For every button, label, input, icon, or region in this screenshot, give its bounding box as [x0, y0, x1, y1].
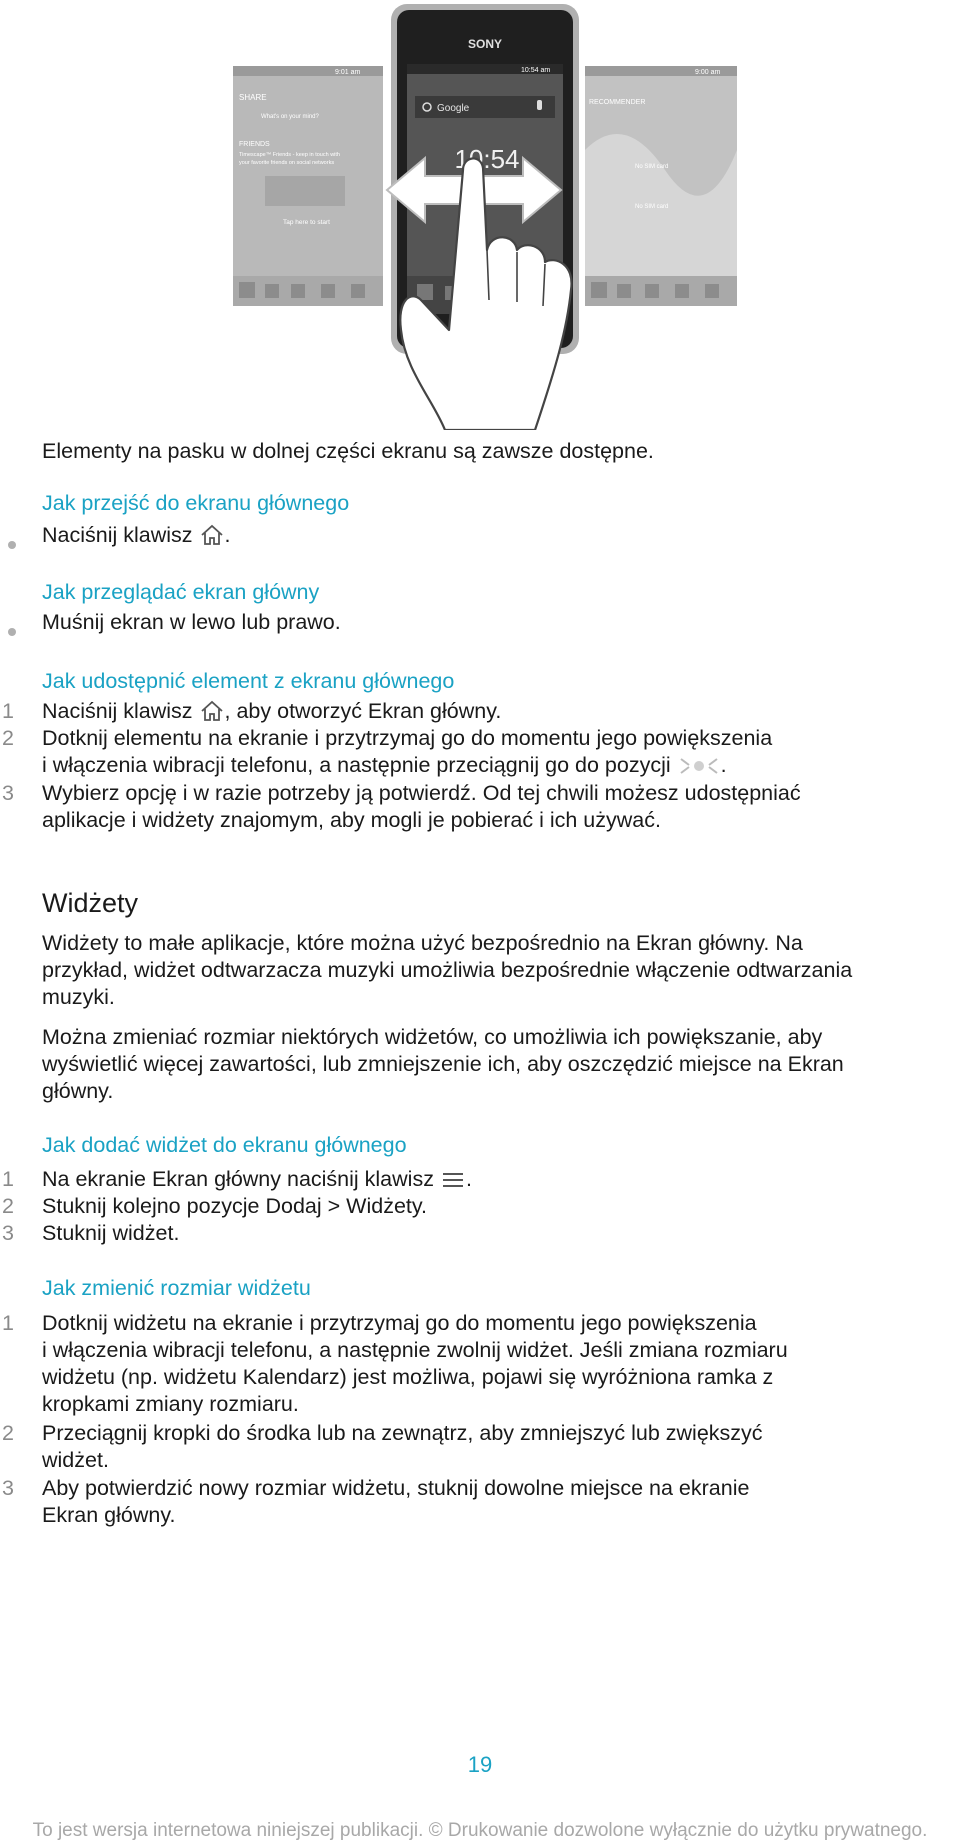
phone-swipe-illustration	[225, 0, 745, 430]
step-number: 1	[2, 1167, 14, 1191]
recommender-label: RECOMMENDER	[589, 99, 646, 106]
resize-step-3: Aby potwierdzić nowy rozmiar widżetu, stuknij dowolne miejsce na ekranie Ekran główny.	[42, 1476, 750, 1527]
friends-text-2: your favorite friends on social networks	[239, 160, 335, 166]
share-prompt: What's on your mind?	[261, 114, 319, 120]
heading-resize-widget: Jak zmienić rozmiar widżetu	[42, 1276, 311, 1300]
step-number: 1	[2, 1311, 14, 1335]
no-sim-text-2: No SIM card	[635, 204, 669, 210]
heading-share-item: Jak udostępnić element z ekranu głównego	[42, 669, 455, 693]
widgets-paragraph-2: Można zmieniać rozmiar niektórych widżetów, co umożliwia ich powiększanie, aby wyświetlić więcej zawartości, lub zmniejszenie ich, aby oszczędzić miejsce na Ekran główny.	[42, 1025, 844, 1103]
home-key-icon	[199, 699, 225, 723]
resize-step-2: Przeciągnij kropki do środka lub na zewnątrz, aby zmniejszyć lub zwiększyć widżet.	[42, 1421, 763, 1472]
go-home-instruction: Naciśnij klawisz .	[42, 523, 231, 547]
footer-notice: To jest wersja internetowa niniejszej publikacji. © Drukowanie dozwolone wyłącznie do użytku prywatnego.	[32, 1820, 928, 1841]
friends-label: FRIENDS	[239, 141, 270, 148]
step-number: 2	[2, 1194, 14, 1218]
widgets-paragraph-1: Widżety to małe aplikacje, które można użyć bezpośrednio na Ekran główny. Na przykład, widżet odtwarzacza muzyki umożliwia bezpośrednie włączenie odtwarzania muzyki.	[42, 931, 853, 1009]
share-target-icon	[677, 755, 721, 777]
browse-home-instruction: Muśnij ekran w lewo lub prawo.	[42, 610, 341, 634]
heading-browse-home: Jak przeglądać ekran główny	[42, 580, 320, 604]
google-search-label: Google	[437, 103, 470, 114]
add-widget-step-3: Stuknij widżet.	[42, 1221, 180, 1245]
step-number: 1	[2, 699, 14, 723]
tap-here-text: Tap here to start	[283, 219, 330, 226]
heading-add-widget: Jak dodać widżet do ekranu głównego	[42, 1133, 407, 1157]
menu-key-icon	[440, 1169, 466, 1191]
right-status-time: 9:00 am	[695, 69, 721, 76]
heading-go-home: Jak przejść do ekranu głównego	[42, 491, 350, 515]
home-clock: 10:54	[454, 144, 520, 174]
share-step-3: Wybierz opcję i w razie potrzeby ją potwierdź. Od tej chwili możesz udostępniać aplikacje i widżety znajomym, aby mogli je pobierać i ich używać.	[42, 781, 801, 832]
bullet-dot	[8, 628, 16, 636]
page-number: 19	[467, 1752, 493, 1777]
add-widget-step-2: Stuknij kolejno pozycje Dodaj > Widżety.	[42, 1194, 428, 1218]
share-label: SHARE	[239, 93, 267, 102]
add-widget-step-1: Na ekranie Ekran główny naciśnij klawisz .	[42, 1167, 472, 1191]
step-number: 2	[2, 1421, 14, 1445]
resize-step-1: Dotknij widżetu na ekranie i przytrzymaj go do momentu jego powiększenia i włączenia wibracji telefonu, a następnie zwolnij widżet. Jeśli zmiana rozmiaru widżetu (np. widżetu Kalendarz) jest możliwa, pojawi się wyróżniona ramka z kropkami zmiany rozmiaru.	[42, 1311, 788, 1416]
share-step-1: Naciśnij klawisz , aby otworzyć Ekran główny.	[42, 699, 502, 723]
share-step-2: Dotknij elementu na ekranie i przytrzymaj go do momentu jego powiększenia i włączenia wibracji telefonu, a następnie przeciągnij go do pozycji .	[42, 726, 773, 777]
step-number: 3	[2, 781, 14, 805]
center-status-time: 10:54 am	[521, 67, 551, 74]
microphone-icon	[537, 100, 542, 110]
step-number: 3	[2, 1221, 14, 1245]
sony-logo: SONY	[467, 37, 503, 51]
bullet-dot	[8, 541, 16, 549]
no-sim-text-1: No SIM card	[635, 164, 669, 170]
step-number: 3	[2, 1476, 14, 1500]
intro-text: Elementy na pasku w dolnej części ekranu są zawsze dostępne.	[42, 439, 654, 463]
left-home-screen-panel	[233, 66, 383, 306]
step-number: 2	[2, 726, 14, 750]
friends-text-1: Timescape™ Friends - keep in touch with	[239, 152, 340, 158]
home-key-icon	[199, 523, 225, 547]
right-home-screen-panel	[585, 66, 737, 306]
section-title-widgets: Widżety	[42, 888, 139, 918]
menu-path-add-widgets: Dodaj > Widżety	[265, 1194, 422, 1218]
left-status-time: 9:01 am	[335, 69, 361, 76]
